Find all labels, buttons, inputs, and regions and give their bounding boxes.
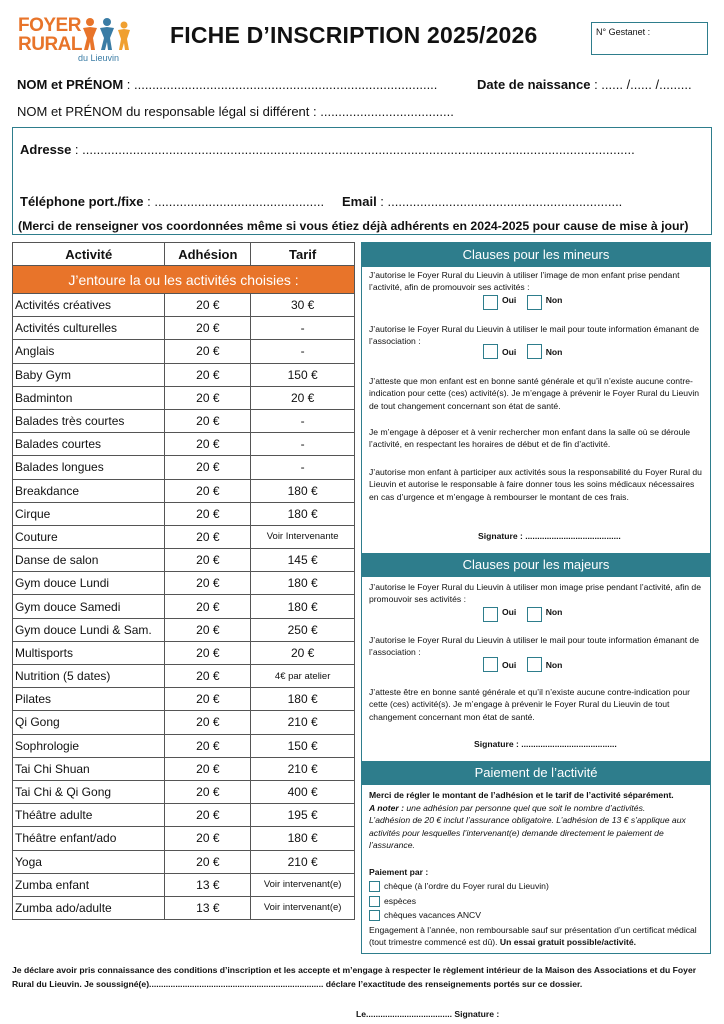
adults-mail-choices [483,657,570,672]
activity-cell: Tai Chi Shuan [13,757,165,780]
foyer-rural-logo [18,16,133,66]
membership-cell: 20 € [165,409,251,432]
membership-cell: 20 € [165,734,251,757]
date-signature-line[interactable]: Le.................................... Signature : [356,1009,500,1019]
table-row[interactable] [13,456,355,479]
logo-line-1: FOYER [18,15,81,36]
table-row[interactable] [13,780,355,803]
minors-image-choices [483,295,570,310]
guardian-field[interactable]: NOM et PRÉNOM du responsable légal si différent : ..................................... [17,104,454,119]
activity-cell: Gym douce Lundi & Sam. [13,618,165,641]
activity-cell: Baby Gym [13,363,165,386]
table-row[interactable] [13,409,355,432]
activity-cell: Activités créatives [13,294,165,317]
price-cell: Voir intervenant(e) [251,873,355,896]
membership-cell: 20 € [165,433,251,456]
activity-cell: Activités culturelles [13,317,165,340]
table-row[interactable] [13,618,355,641]
gestanet-number-box[interactable] [591,22,708,55]
table-row[interactable] [13,340,355,363]
price-cell: 150 € [251,363,355,386]
phone-label: Téléphone port./fixe [20,194,144,209]
price-cell: 210 € [251,757,355,780]
banner-text: J’entoure la ou les activités choisies : [13,266,355,294]
payment-option-cheque[interactable] [369,881,557,892]
table-row[interactable] [13,757,355,780]
membership-cell: 20 € [165,688,251,711]
membership-cell: 20 € [165,780,251,803]
activity-cell: Pilates [13,688,165,711]
activity-cell: Yoga [13,850,165,873]
activity-cell: Balades courtes [13,433,165,456]
birth-dots: : ...... /...... /......... [590,77,692,92]
adults-mail-yes-checkbox[interactable] [483,657,498,672]
price-cell: - [251,317,355,340]
price-cell: 145 € [251,549,355,572]
minors-care-consent: J’autorise mon enfant à participer aux activités sous la responsabilité du Foyer Rural du Lieuvin et autorise le responsable à faire donner tous les soins médicaux nécessaires en cas d’urgence et m’engage à rembourser le montant de ces frais. [369,467,702,502]
activity-cell: Sophrologie [13,734,165,757]
no-label: Non [545,660,563,670]
table-row[interactable] [13,294,355,317]
membership-cell: 20 € [165,479,251,502]
price-cell: 30 € [251,294,355,317]
no-label: Non [545,347,563,357]
adults-health-statement: J’atteste être en bonne santé générale et qu’il n’existe aucune contre-indication pour cette (ces) activité(s). Je m’engage à prévenir le Foyer Rural du Lieuvin de tout changement concernant mon état de santé. [369,687,691,722]
price-cell: 20 € [251,386,355,409]
yes-label: Oui [502,607,517,617]
table-row[interactable] [13,688,355,711]
table-row[interactable] [13,896,355,919]
table-row[interactable] [13,734,355,757]
membership-cell: 20 € [165,827,251,850]
price-cell: - [251,340,355,363]
gestanet-label: N° Gestanet : [596,27,651,37]
cash-checkbox[interactable] [369,896,380,907]
activity-cell: Gym douce Lundi [13,572,165,595]
price-cell: 150 € [251,734,355,757]
activity-cell: Balades longues [13,456,165,479]
logo-line-2: RURAL [18,34,82,55]
price-cell: 400 € [251,780,355,803]
price-cell: Voir Intervenante [251,525,355,548]
activity-cell: Danse de salon [13,549,165,572]
price-cell: 4€ par atelier [251,665,355,688]
activity-cell: Couture [13,525,165,548]
membership-cell: 20 € [165,317,251,340]
table-row[interactable] [13,479,355,502]
table-row[interactable] [13,804,355,827]
table-row[interactable] [13,549,355,572]
adults-image-choices [483,607,570,622]
minors-health-statement: J’atteste que mon enfant est en bonne santé générale et qu’il n’existe aucune contre-indication pour cette (ces) activité(s). Je m’engage à prévenir le Foyer Rural du Lieuvin de tout changement concernant son état de santé. [369,376,700,411]
minors-image-no-checkbox[interactable] [527,295,542,310]
payment-note-insurance: L’adhésion de 20 € inclut l’assurance obligatoire. L’adhésion de 13 € s’applique aux activités pour lesquelles l’intervenant(e) demande directement le paiement de l’assurance. [369,815,686,850]
name-label: NOM et PRÉNOM [17,77,124,92]
email-field[interactable] [342,194,622,209]
phone-field[interactable] [20,194,324,209]
price-cell: 180 € [251,502,355,525]
activity-cell: Balades très courtes [13,409,165,432]
price-cell: - [251,409,355,432]
declaration-text: Je déclare avoir pris connaissance des conditions d’inscription et les accepte et m’engage à respecter le règlement intérieur de la Maison des Associations et du Foyer Rural du Lieuvin. Je soussigné(e)......................................................................... déclare l’exactitude des renseignements portés sur ce dossier. [12,965,697,989]
membership-cell: 20 € [165,665,251,688]
table-row[interactable] [13,711,355,734]
minors-mail-no-checkbox[interactable] [527,344,542,359]
membership-cell: 20 € [165,386,251,409]
phone-dots: : ............................................... [143,194,325,209]
payment-section-title: Paiement de l’activité [362,761,710,785]
minors-dropoff-statement: Je m’engage à déposer et à venir rechercher mon enfant dans la salle où se déroule l’activité, en respectant les horaires de début et de fin d’activité. [369,427,691,450]
update-note: (Merci de renseigner vos coordonnées même si vous étiez déjà adhérents en 2024-2025 pour cause de mise à jour) [18,219,689,233]
price-cell: 180 € [251,479,355,502]
table-row[interactable] [13,317,355,340]
birth-label: Date de naissance [477,77,591,92]
payment-note-text: une adhésion par personne quel que soit le nombre d’activités. [404,803,646,813]
activity-cell: Zumba enfant [13,873,165,896]
address-field[interactable] [20,142,635,157]
payment-by-label: Paiement par : [369,867,429,877]
membership-cell: 20 € [165,757,251,780]
ancv-checkbox[interactable] [369,910,380,921]
minors-image-consent: J’autorise le Foyer Rural du Lieuvin à utiliser l’image de mon enfant prise pendant l’activité, afin de promouvoir ses activités : [369,270,680,293]
table-row[interactable] [13,525,355,548]
cash-label: espèces [384,896,417,906]
yes-label: Oui [502,660,517,670]
price-cell: - [251,456,355,479]
membership-cell: 20 € [165,850,251,873]
payment-option-ancv[interactable] [369,910,489,921]
membership-cell: 20 € [165,572,251,595]
table-row[interactable] [13,363,355,386]
adults-section-title: Clauses pour les majeurs [362,553,710,577]
adults-image-yes-checkbox[interactable] [483,607,498,622]
price-cell: 250 € [251,618,355,641]
table-row[interactable] [13,641,355,664]
activity-cell: Nutrition (5 dates) [13,665,165,688]
adults-image-consent: J’autorise le Foyer Rural du Lieuvin à utiliser mon image prise pendant l’activité, afin de promouvoir ses activités : [369,582,701,605]
address-dots: : ......................................................................................................................................................... [71,142,635,157]
cheque-checkbox[interactable] [369,881,380,892]
membership-cell: 20 € [165,804,251,827]
col-header-activity: Activité [13,243,165,266]
membership-cell: 13 € [165,873,251,896]
price-cell: 210 € [251,711,355,734]
cheque-label: chèque (à l’ordre du Foyer rural du Lieuvin) [384,881,549,891]
adults-mail-consent: J’autorise le Foyer Rural du Lieuvin à utiliser le mail pour toute information émanant de l’association : [369,635,700,658]
membership-cell: 20 € [165,525,251,548]
no-label: Non [545,607,563,617]
minors-mail-choices [483,344,570,359]
price-cell: 180 € [251,688,355,711]
membership-cell: 20 € [165,618,251,641]
minors-signature[interactable]: Signature : ........................................ [478,531,621,541]
name-dots: : .................................................................................... [123,77,438,92]
payment-option-cash[interactable] [369,896,424,907]
activity-cell: Badminton [13,386,165,409]
price-cell: - [251,433,355,456]
membership-cell: 20 € [165,641,251,664]
activity-cell: Anglais [13,340,165,363]
activity-cell: Cirque [13,502,165,525]
col-header-membership: Adhésion [165,243,251,266]
col-header-price: Tarif [251,243,355,266]
free-trial-text: Un essai gratuit possible/activité. [497,937,636,948]
membership-cell: 20 € [165,294,251,317]
price-cell: 180 € [251,595,355,618]
page-title: FICHE D’INSCRIPTION 2025/2026 [170,22,538,48]
table-row[interactable] [13,502,355,525]
email-label: Email [342,194,377,209]
minors-mail-consent: J’autorise le Foyer Rural du Lieuvin à utiliser le mail pour toute information émanant de l’association : [369,324,700,347]
membership-cell: 20 € [165,711,251,734]
membership-cell: 20 € [165,340,251,363]
payment-commitment [369,924,704,949]
activity-cell: Breakdance [13,479,165,502]
adults-image-no-checkbox[interactable] [527,607,542,622]
activity-cell: Théâtre enfant/ado [13,827,165,850]
ancv-label: chèques vacances ANCV [384,910,481,920]
table-row[interactable] [13,386,355,409]
table-row[interactable] [13,595,355,618]
price-cell: 195 € [251,804,355,827]
email-dots: : ................................................................. [376,194,623,209]
address-label: Adresse [20,142,72,157]
minors-mail-yes-checkbox[interactable] [483,344,498,359]
table-row[interactable] [13,827,355,850]
price-cell: 180 € [251,827,355,850]
name-field[interactable] [17,77,437,92]
yes-label: Oui [502,295,517,305]
minors-section-title: Clauses pour les mineurs [362,243,710,267]
adults-signature[interactable]: Signature : ........................................ [474,739,617,749]
table-row[interactable] [13,665,355,688]
adults-mail-no-checkbox[interactable] [527,657,542,672]
minors-image-yes-checkbox[interactable] [483,295,498,310]
activity-cell: Théâtre adulte [13,804,165,827]
payment-note-label: A noter : [369,803,405,813]
price-cell: 20 € [251,641,355,664]
activity-cell: Qi Gong [13,711,165,734]
payment-note [369,802,704,851]
logo-line-3: du Lieuvin [78,53,120,63]
table-row[interactable] [13,850,355,873]
activity-cell: Zumba ado/adulte [13,896,165,919]
yes-label: Oui [502,347,517,357]
clauses-panel [361,242,711,954]
table-row[interactable] [13,873,355,896]
birth-date-field[interactable] [477,77,692,92]
payment-intro: Merci de régler le montant de l’adhésion et le tarif de l’activité séparément. [369,790,674,800]
activity-cell: Tai Chi & Qi Gong [13,780,165,803]
table-header-row [13,243,355,266]
price-cell: 180 € [251,572,355,595]
activity-cell: Multisports [13,641,165,664]
membership-cell: 20 € [165,502,251,525]
people-figures-icon [80,16,136,52]
membership-cell: 20 € [165,456,251,479]
instruction-banner [13,266,355,294]
membership-cell: 20 € [165,595,251,618]
membership-cell: 20 € [165,363,251,386]
membership-cell: 20 € [165,549,251,572]
membership-cell: 13 € [165,896,251,919]
activity-cell: Gym douce Samedi [13,595,165,618]
table-row[interactable] [13,572,355,595]
price-cell: Voir intervenant(e) [251,896,355,919]
table-row[interactable] [13,433,355,456]
price-cell: 210 € [251,850,355,873]
commitment-text: Engagement à l’année, non remboursable sauf sur présentation d’un certificat médical (tout trimestre commencé est dû). [369,925,697,948]
activities-table [12,242,355,920]
no-label: Non [545,295,563,305]
